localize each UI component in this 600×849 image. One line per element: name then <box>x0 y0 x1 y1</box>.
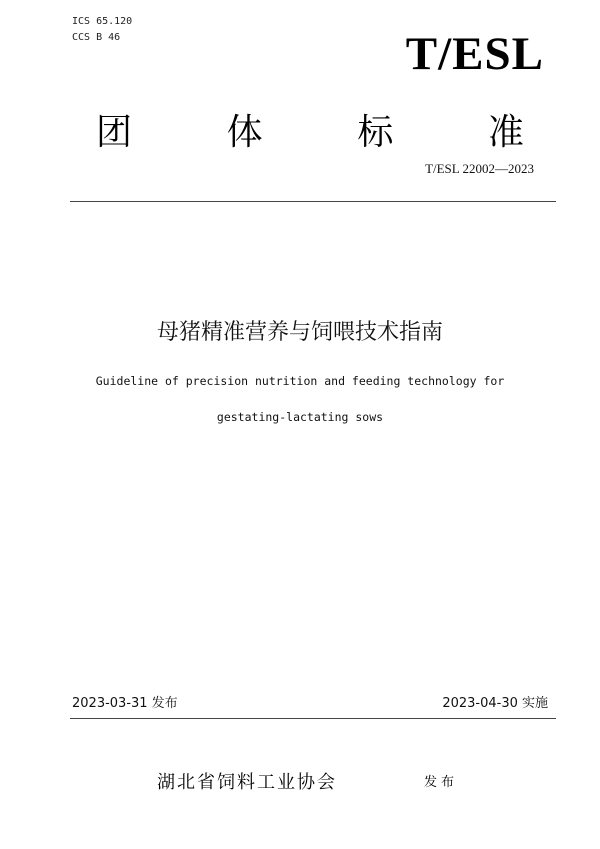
ccs-code: CCS B 46 <box>72 32 121 43</box>
standard-type-char: 标 <box>357 112 394 153</box>
title-english-line-1: Guideline of precision nutrition and feeding technology for <box>95 374 505 388</box>
standard-number: T/ESL 22002—2023 <box>425 161 534 176</box>
standard-type-char: 团 <box>96 112 133 153</box>
top-divider <box>70 201 556 202</box>
issue-date: 2023-03-31 发布 <box>72 696 178 711</box>
publisher-name: 湖北省饲料工业协会 <box>157 772 337 793</box>
standard-type-char: 准 <box>487 112 524 153</box>
bottom-divider <box>70 718 556 719</box>
standard-type-char: 体 <box>226 112 263 153</box>
organization-code: T/ESL <box>405 28 544 80</box>
classification-codes <box>72 14 132 46</box>
title-english-line-2: gestating-lactating sows <box>216 410 384 424</box>
publish-label: 发布 <box>424 775 459 790</box>
ics-code: ICS 65.120 <box>72 16 133 27</box>
implementation-date: 2023-04-30 实施 <box>442 696 548 711</box>
standard-type-heading <box>96 109 524 157</box>
title-chinese: 母猪精准营养与饲喂技术指南 <box>156 320 443 345</box>
